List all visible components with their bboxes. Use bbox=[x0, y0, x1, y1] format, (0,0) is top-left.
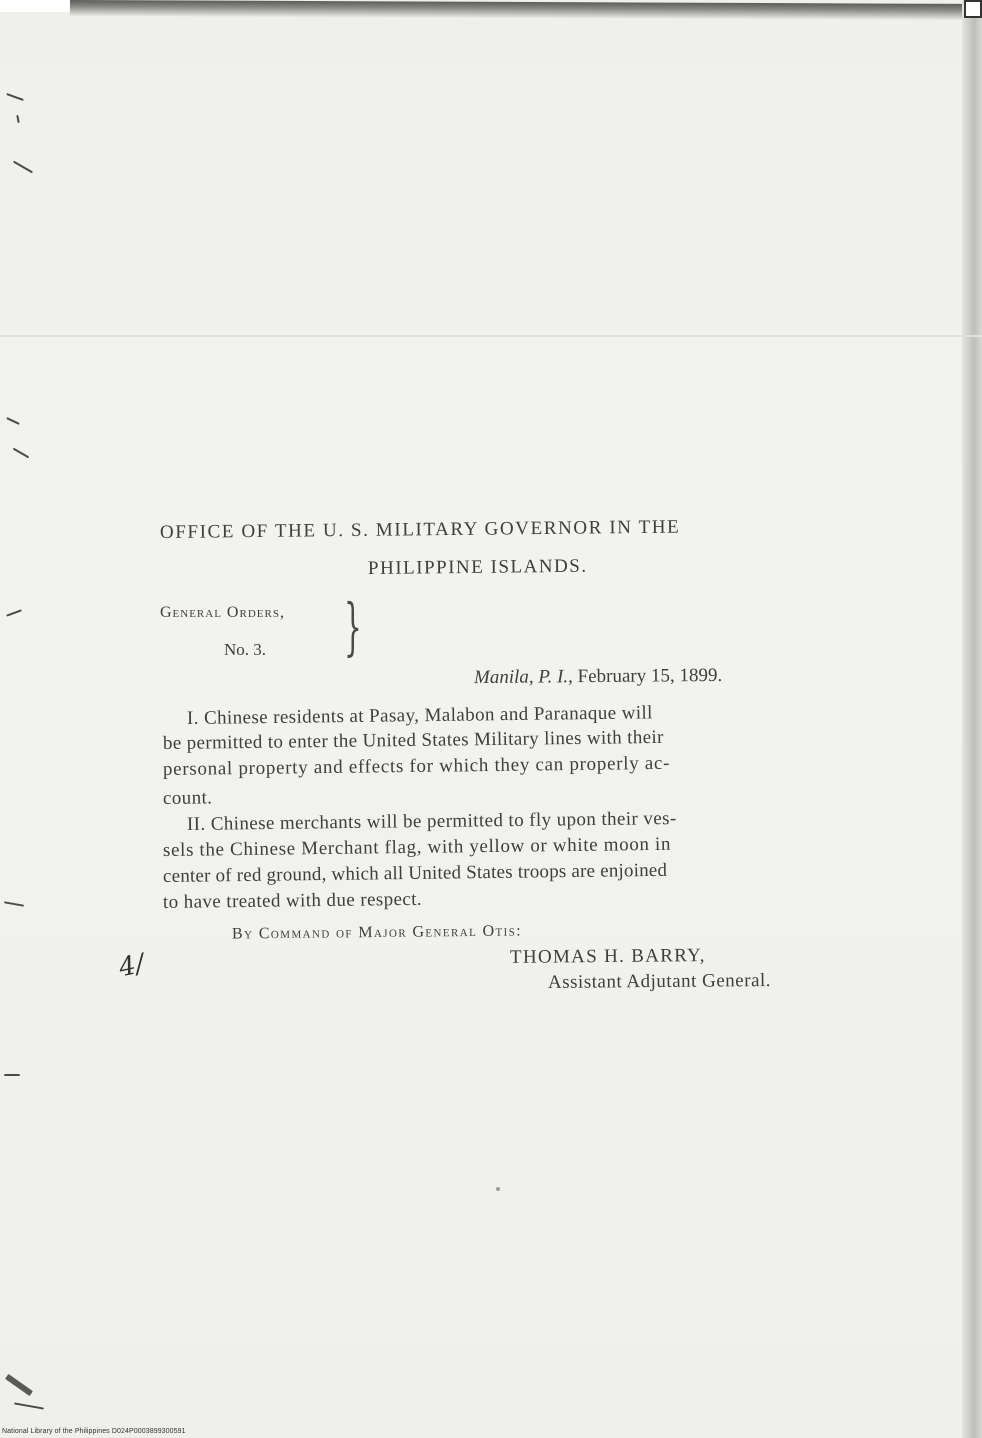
paragraph-line: be permitted to enter the United States Military lines with their bbox=[162, 726, 664, 754]
paragraph-line: center of red ground, which all United States troops are enjoined bbox=[162, 859, 668, 887]
signer-name: THOMAS H. BARRY, bbox=[509, 945, 706, 968]
command-line: By Command of Major General Otis: bbox=[231, 922, 523, 943]
paragraph-line: sels the Chinese Merchant flag, with yellow or white moon in bbox=[162, 833, 672, 861]
brace-glyph: } bbox=[344, 590, 362, 663]
office-heading: OFFICE OF THE U. S. MILITARY GOVERNOR IN THE bbox=[159, 516, 681, 543]
archive-credit: National Library of the Philippines D024P0003899300591 bbox=[2, 1428, 186, 1435]
general-orders-label: General Orders, bbox=[160, 604, 285, 621]
general-orders-number: No. 3. bbox=[224, 640, 267, 659]
paragraph-line: personal property and effects for which they can properly ac- bbox=[162, 752, 671, 780]
paragraph-line: I. Chinese residents at Pasay, Malabon and Paranaque will bbox=[186, 702, 653, 729]
paragraph-line: to have treated with due respect. bbox=[162, 888, 423, 913]
dateline-date: February 15, 1899. bbox=[577, 664, 723, 688]
handwritten-margin-mark: 4/ bbox=[116, 948, 148, 984]
dateline-place: Manila, P. I., bbox=[473, 666, 573, 689]
paragraph-line: II. Chinese merchants will be permitted to fly upon their ves- bbox=[186, 808, 677, 835]
paragraph-line: count. bbox=[162, 787, 213, 809]
office-heading-continued: PHILIPPINE ISLANDS. bbox=[367, 555, 588, 579]
dateline bbox=[474, 665, 722, 689]
signer-title: Assistant Adjutant General. bbox=[547, 970, 772, 993]
